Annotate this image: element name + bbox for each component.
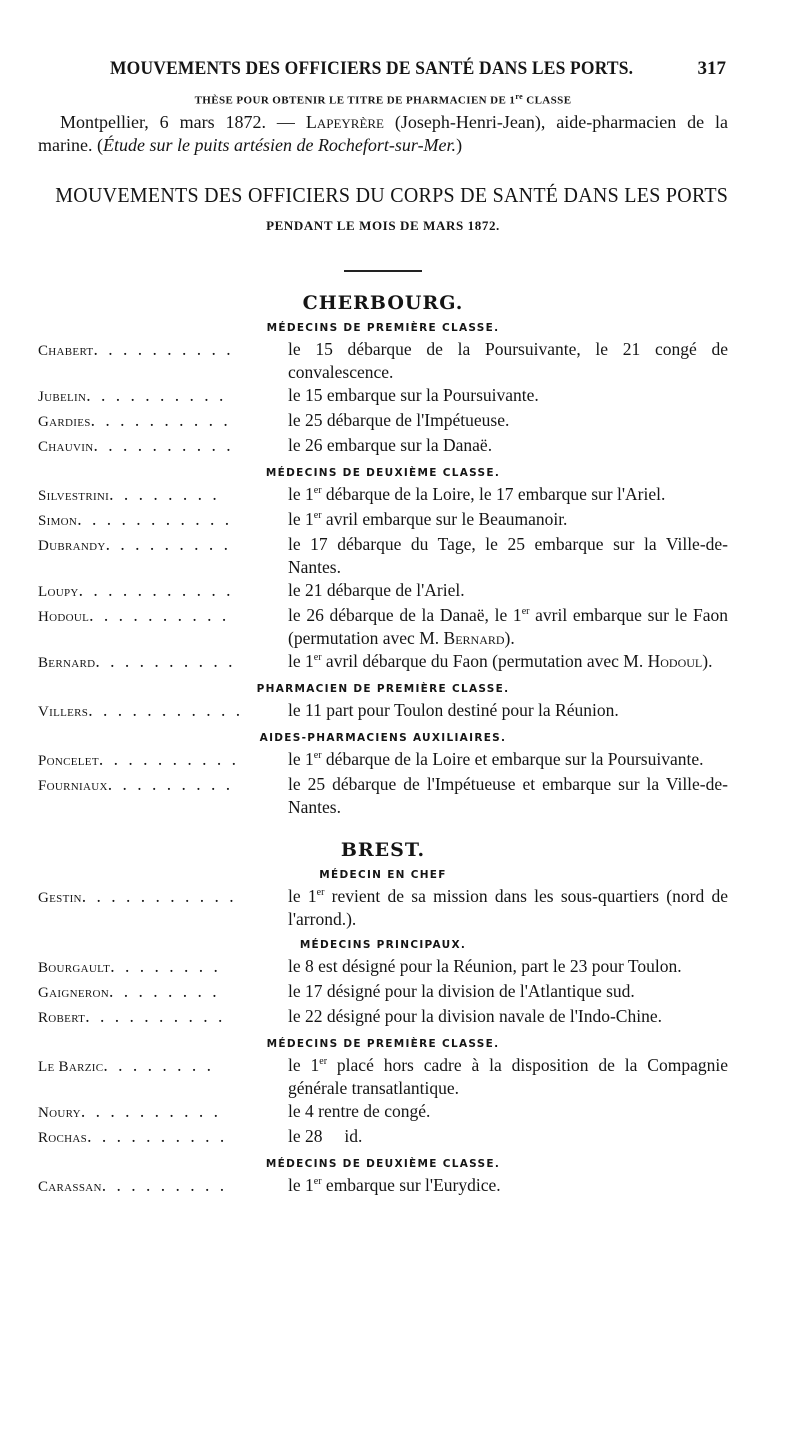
entry-fourniaux: Fourniaux. . . . . . . . . le 25 débarque de l'Impétueuse et embarque sur la Ville-de-Nantes. <box>38 773 728 817</box>
rank-heading: AIDES-PHARMACIENS AUXILIAIRES. <box>259 731 507 744</box>
main-title: MOUVEMENTS DES OFFICIERS DU CORPS DE SANTÉ DANS LES PORTS <box>55 182 729 207</box>
entry-rochas: Rochas. . . . . . . . . . le 28 id. <box>38 1125 363 1146</box>
entry-jubelin: Jubelin. . . . . . . . . . le 15 embarque sur la Poursuivante. <box>38 384 539 405</box>
these-heading: THÈSE POUR OBTENIR LE TITRE DE PHARMACIEN DE 1re CLASSE <box>194 92 572 107</box>
entry-villers: Villers. . . . . . . . . . . le 11 part pour Toulon destiné pour la Réunion. <box>38 699 619 720</box>
rank-heading: PHARMACIEN DE PREMIÈRE CLASSE. <box>256 682 510 695</box>
entry-chauvin: Chauvin. . . . . . . . . . le 26 embarque sur la Danaë. <box>38 434 493 455</box>
entry-bernard: Bernard. . . . . . . . . . le 1er avril débarque du Faon (permutation avec M. Hodoul). <box>38 650 713 671</box>
entry-robert: Robert. . . . . . . . . . le 22 désigné pour la division navale de l'Indo-Chine. <box>38 1005 662 1026</box>
entry-poncelet: Poncelet. . . . . . . . . . le 1er débarque de la Loire et embarque sur la Poursuivante. <box>38 748 704 769</box>
entry-noury: Noury. . . . . . . . . . le 4 rentre de congé. <box>38 1100 431 1121</box>
entry-bourgault: Bourgault. . . . . . . . le 8 est désigné pour la Réunion, part le 23 pour Toulon. <box>38 955 682 976</box>
these-paragraph: Montpellier, 6 mars 1872. — Lapeyrère (Joseph-Henri-Jean), aide-pharmacien de la marine. (Étude sur le puits artésien de Rochefort-sur-Mer.) <box>38 111 729 155</box>
rank-heading: MÉDECINS DE PREMIÈRE CLASSE. <box>266 1037 500 1050</box>
running-head-title: MOUVEMENTS DES OFFICIERS DE SANTÉ DANS LES PORTS. <box>110 58 634 79</box>
rank-heading: MÉDECINS DE DEUXIÈME CLASSE. <box>265 466 501 479</box>
port-title-brest: BREST. <box>340 838 426 861</box>
entry-dubrandy: Dubrandy. . . . . . . . . le 17 débarque du Tage, le 25 embarque sur la Ville-de-Nantes. <box>38 533 728 577</box>
document-page <box>38 52 728 1199</box>
entry-gaigneron: Gaigneron. . . . . . . . le 17 désigné pour la division de l'Atlantique sud. <box>38 980 635 1001</box>
port-title-cherbourg: CHERBOURG. <box>302 291 464 314</box>
entry-gestin: Gestin. . . . . . . . . . . le 1er revient de sa mission dans les sous-quartiers (nord de l'arrond.). <box>38 885 728 929</box>
entry-simon: Simon. . . . . . . . . . . le 1er avril embarque sur le Beaumanoir. <box>38 508 568 529</box>
entry-carassan: Carassan. . . . . . . . . le 1er embarque sur l'Eurydice. <box>38 1174 501 1195</box>
main-subtitle: PENDANT LE MOIS DE MARS 1872. <box>266 217 500 233</box>
running-head <box>38 52 728 86</box>
entry-loupy: Loupy. . . . . . . . . . . le 21 débarque de l'Ariel. <box>38 579 465 600</box>
entry-chabert: Chabert. . . . . . . . . . le 15 débarque de la Poursuivante, le 21 congé de convalescence. <box>38 338 728 382</box>
entry-silvestrini: Silvestrini. . . . . . . . le 1er débarque de la Loire, le 17 embarque sur l'Ariel. <box>38 483 666 504</box>
section-rule <box>344 270 422 272</box>
rank-heading: MÉDECINS DE DEUXIÈME CLASSE. <box>265 1157 501 1170</box>
page-number: 317 <box>697 58 726 79</box>
rank-heading: MÉDECINS PRINCIPAUX. <box>299 938 467 951</box>
rank-heading: MÉDECIN EN CHEF <box>319 868 447 881</box>
entry-le-barzic: Le Barzic. . . . . . . . le 1er placé hors cadre à la disposition de la Compagnie générale transatlantique. <box>38 1054 728 1098</box>
entry-gardies: Gardies. . . . . . . . . . le 25 débarque de l'Impétueuse. <box>38 409 510 430</box>
entry-hodoul: Hodoul. . . . . . . . . . le 26 débarque de la Danaë, le 1er avril embarque sur le Faon (permutation avec M. Bernard). <box>38 604 728 648</box>
rank-heading: MÉDECINS DE PREMIÈRE CLASSE. <box>266 321 500 334</box>
